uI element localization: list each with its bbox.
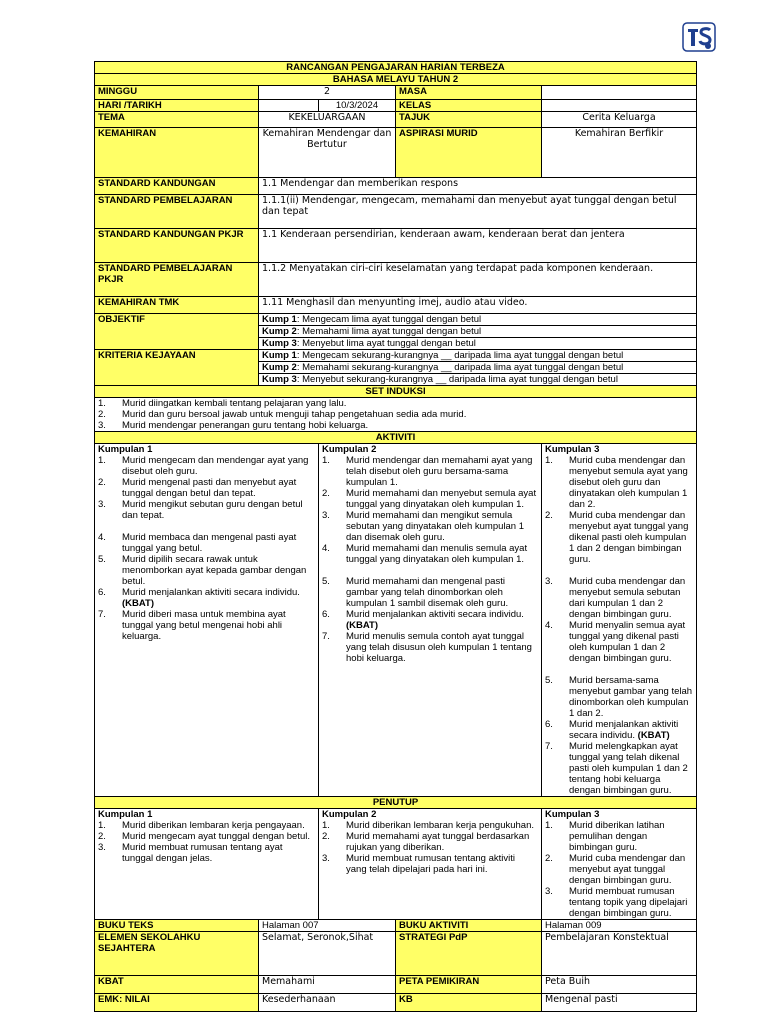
tarikh-value: 10/3/2024 bbox=[319, 100, 396, 112]
buku-aktiviti-label: BUKU AKTIVITI bbox=[396, 920, 542, 932]
kemahiran-value: Kemahiran Mendengar dan Bertutur bbox=[259, 128, 396, 178]
school-logo bbox=[682, 20, 716, 54]
list-item: 1. Murid mendengar dan memahami ayat yang telah disebut oleh guru bersama-sama kumpulan 1. bbox=[322, 455, 533, 488]
kemahiran-label: KEMAHIRAN bbox=[95, 128, 259, 178]
strategi-pdp-value: Pembelajaran Konstektual bbox=[542, 932, 697, 976]
penutup-kumpulan-3 bbox=[542, 809, 697, 920]
list-item: 1. Murid diberikan lembaran kerja pengayaan. bbox=[98, 820, 305, 831]
list-item: 5. Murid bersama-sama menyebut gambar yang telah dinomborkan oleh kumpulan 1 dan 2. bbox=[545, 675, 693, 719]
list-item: 1. Murid diingatkan kembali tentang pelajaran yang lalu. bbox=[98, 398, 347, 409]
objektif-label: OBJEKTIF bbox=[95, 314, 259, 350]
standard-kandungan-pkjr-value: 1.1 Kenderaan persendirian, kenderaan awam, kenderaan berat dan jentera bbox=[259, 229, 697, 263]
list-item: 2. Murid mengenal pasti dan menyebut ayat tunggal dengan betul dan tepat. bbox=[98, 477, 297, 499]
minggu-value: 2 bbox=[259, 86, 396, 100]
kemahiran-tmk-label: KEMAHIRAN TMK bbox=[95, 297, 259, 314]
aktiviti-kumpulan-3 bbox=[542, 444, 697, 797]
minggu-label: MINGGU bbox=[95, 86, 259, 100]
list-item: 1. Murid cuba mendengar dan menyebut semula ayat yang disebut oleh guru dan dinyatakan oleh kumpulan 1 dan 2. bbox=[545, 455, 688, 510]
list-item: 5. Murid memahami dan mengenal pasti gambar yang telah dinomborkan oleh kumpulan 1 sambil disemak oleh guru. bbox=[322, 576, 509, 609]
emk-nilai-label: EMK: NILAI bbox=[95, 994, 259, 1012]
list-item: 3. Murid cuba mendengar dan menyebut semula sebutan dari kumpulan 1 dan 2 dengan bimbingan guru. bbox=[545, 576, 686, 620]
kemahiran-tmk-value: 1.11 Menghasil dan menyunting imej, audio atau video. bbox=[259, 297, 697, 314]
list-item: 2. Murid dan guru bersoal jawab untuk menguji tahap pengetahuan sedia ada murid. bbox=[98, 409, 467, 420]
kriteria-item: Kump 2: Memahami sekurang-kurangnya __ daripada lima ayat tunggal dengan betul bbox=[259, 362, 697, 374]
standard-kandungan-value: 1.1 Mendengar dan memberikan respons bbox=[259, 178, 697, 195]
kbat-value: Memahami bbox=[259, 976, 396, 994]
kriteria-kejayaan-label: KRITERIA KEJAYAAN bbox=[95, 350, 259, 386]
kriteria-item: Kump 1: Mengecam sekurang-kurangnya __ daripada lima ayat tunggal dengan betul bbox=[259, 350, 697, 362]
plan-title: RANCANGAN PENGAJARAN HARIAN TERBEZA bbox=[95, 62, 697, 74]
list-item: 6. Murid menjalankan aktiviti secara individu. (KBAT) bbox=[98, 587, 300, 609]
buku-aktiviti-value: Halaman 009 bbox=[542, 920, 697, 932]
kb-value: Mengenal pasti bbox=[542, 994, 697, 1012]
peta-pemikiran-value: Peta Buih bbox=[542, 976, 697, 994]
kumpulan-3-title: Kumpulan 3 bbox=[545, 809, 600, 820]
objektif-item: Kump 3: Menyebut lima ayat tunggal dengan betul bbox=[259, 338, 697, 350]
list-item: 2. Murid cuba mendengar dan menyebut ayat tunggal yang dikenal pasti oleh kumpulan 1 dan 2 dengan bimbingan guru. bbox=[545, 510, 689, 565]
list-item: 6. Murid menjalankan aktiviti secara individu. (KBAT) bbox=[545, 719, 679, 741]
list-item: 3. Murid membuat rumusan tentang aktiviti yang telah dipelajari pada hari ini. bbox=[322, 853, 515, 875]
emk-nilai-value: Kesederhanaan bbox=[259, 994, 396, 1012]
list-item: 1. Murid diberikan lembaran kerja pengukuhan. bbox=[322, 820, 535, 831]
lesson-plan-table bbox=[94, 61, 697, 1012]
list-item: 1. Murid diberikan latihan pemulihan dengan bimbingan guru. bbox=[545, 820, 665, 853]
kumpulan-3-title: Kumpulan 3 bbox=[545, 444, 600, 455]
list-item: 3. Murid mengikut sebutan guru dengan betul dan tepat. bbox=[98, 499, 303, 521]
list-item: 1. Murid mengecam dan mendengar ayat yang disebut oleh guru. bbox=[98, 455, 309, 477]
list-item: 3. Murid memahami dan mengikut semula sebutan yang dinyatakan oleh kumpulan 1 dan disemak oleh guru. bbox=[322, 510, 524, 543]
list-item: 4. Murid membaca dan mengenal pasti ayat tunggal yang betul. bbox=[98, 532, 297, 554]
objektif-item: Kump 2: Memahami lima ayat tunggal dengan betul bbox=[259, 326, 697, 338]
tema-label: TEMA bbox=[95, 112, 259, 128]
list-item: 2. Murid memahami ayat tunggal berdasarkan rujukan yang diberikan. bbox=[322, 831, 530, 853]
objektif-item: Kump 1: Mengecam lima ayat tunggal dengan betul bbox=[259, 314, 697, 326]
list-item: 2. Murid cuba mendengar dan menyebut ayat tunggal dengan bimbingan guru. bbox=[545, 853, 686, 886]
kumpulan-2-title: Kumpulan 2 bbox=[322, 809, 377, 820]
penutup-kumpulan-2 bbox=[319, 809, 542, 920]
list-item: 7. Murid diberi masa untuk membina ayat tunggal yang betul mengenai hobi ahli keluarga. bbox=[98, 609, 286, 642]
kumpulan-2-title: Kumpulan 2 bbox=[322, 444, 377, 455]
tajuk-label: TAJUK bbox=[396, 112, 542, 128]
list-item: 3. Murid membuat rumusan tentang topik yang dipelajari dengan bimbingan guru. bbox=[545, 886, 688, 919]
list-item: 4. Murid memahami dan menulis semula ayat tunggal yang dinyatakan oleh kumpulan 1. bbox=[322, 543, 528, 565]
hari-tarikh-label: HARI /TARIKH bbox=[95, 100, 259, 112]
tajuk-value: Cerita Keluarga bbox=[542, 112, 697, 128]
aspirasi-label: ASPIRASI MURID bbox=[396, 128, 542, 178]
standard-pembelajaran-label: STANDARD PEMBELAJARAN bbox=[95, 195, 259, 229]
buku-teks-value: Halaman 007 bbox=[259, 920, 396, 932]
penutup-header: PENUTUP bbox=[95, 797, 697, 809]
buku-teks-label: BUKU TEKS bbox=[95, 920, 259, 932]
kb-label: KB bbox=[396, 994, 542, 1012]
kelas-label: KELAS bbox=[396, 100, 542, 112]
list-item: 6. Murid menjalankan aktiviti secara individu. (KBAT) bbox=[322, 609, 524, 631]
peta-pemikiran-label: PETA PEMIKIRAN bbox=[396, 976, 542, 994]
kbat-label: KBAT bbox=[95, 976, 259, 994]
penutup-kumpulan-1 bbox=[95, 809, 319, 920]
kelas-value bbox=[542, 100, 697, 112]
set-induksi-header: SET INDUKSI bbox=[95, 386, 697, 398]
elemen-sekolahku-value: Selamat, Seronok,Sihat bbox=[259, 932, 396, 976]
aktiviti-kumpulan-2 bbox=[319, 444, 542, 797]
list-item: 3. Murid membuat rumusan tentang ayat tunggal dengan jelas. bbox=[98, 842, 283, 864]
list-item: 4. Murid menyalin semua ayat tunggal yang dikenal pasti oleh kumpulan 1 dan 2 dengan bimbingan guru. bbox=[545, 620, 686, 664]
aktiviti-header: AKTIVITI bbox=[95, 432, 697, 444]
standard-pembelajaran-pkjr-value: 1.1.2 Menyatakan ciri-ciri keselamatan yang terdapat pada komponen kenderaan. bbox=[259, 263, 697, 297]
aktiviti-kumpulan-1 bbox=[95, 444, 319, 797]
standard-pembelajaran-pkjr-label: STANDARD PEMBELAJARAN PKJR bbox=[95, 263, 259, 297]
tema-value: KEKELUARGAAN bbox=[259, 112, 396, 128]
masa-value bbox=[542, 86, 697, 100]
list-item: 7. Murid menulis semula contoh ayat tunggal yang telah disusun oleh kumpulan 1 tentang hobi keluarga. bbox=[322, 631, 532, 664]
elemen-sekolahku-label: ELEMEN SEKOLAHKU SEJAHTERA bbox=[95, 932, 259, 976]
strategi-pdp-label: STRATEGI PdP bbox=[396, 932, 542, 976]
standard-pembelajaran-value: 1.1.1(ii) Mendengar, mengecam, memahami dan menyebut ayat tunggal dengan betul dan tepat bbox=[259, 195, 697, 229]
list-item: 3. Murid mendengar penerangan guru tentang hobi keluarga. bbox=[98, 420, 369, 431]
list-item: 2. Murid mengecam ayat tunggal dengan betul. bbox=[98, 831, 311, 842]
kriteria-item: Kump 3: Menyebut sekurang-kurangnya __ daripada lima ayat tunggal dengan betul bbox=[259, 374, 697, 386]
list-item: 7. Murid melengkapkan ayat tunggal yang telah dikenal pasti oleh kumpulan 1 dan 2 tentang hobi keluarga dengan bimbingan guru. bbox=[545, 741, 688, 796]
plan-subject: BAHASA MELAYU TAHUN 2 bbox=[95, 74, 697, 86]
masa-label: MASA bbox=[396, 86, 542, 100]
list-item: 2. Murid memahami dan menyebut semula ayat tunggal yang dinyatakan oleh kumpulan 1. bbox=[322, 488, 537, 510]
aspirasi-value: Kemahiran Berfikir bbox=[542, 128, 697, 178]
kumpulan-1-title: Kumpulan 1 bbox=[98, 809, 153, 820]
set-induksi-content bbox=[95, 398, 697, 432]
standard-kandungan-label: STANDARD KANDUNGAN bbox=[95, 178, 259, 195]
kumpulan-1-title: Kumpulan 1 bbox=[98, 444, 153, 455]
standard-kandungan-pkjr-label: STANDARD KANDUNGAN PKJR bbox=[95, 229, 259, 263]
hari-value bbox=[259, 100, 319, 112]
list-item: 5. Murid dipilih secara rawak untuk menomborkan ayat kepada gambar dengan betul. bbox=[98, 554, 307, 587]
